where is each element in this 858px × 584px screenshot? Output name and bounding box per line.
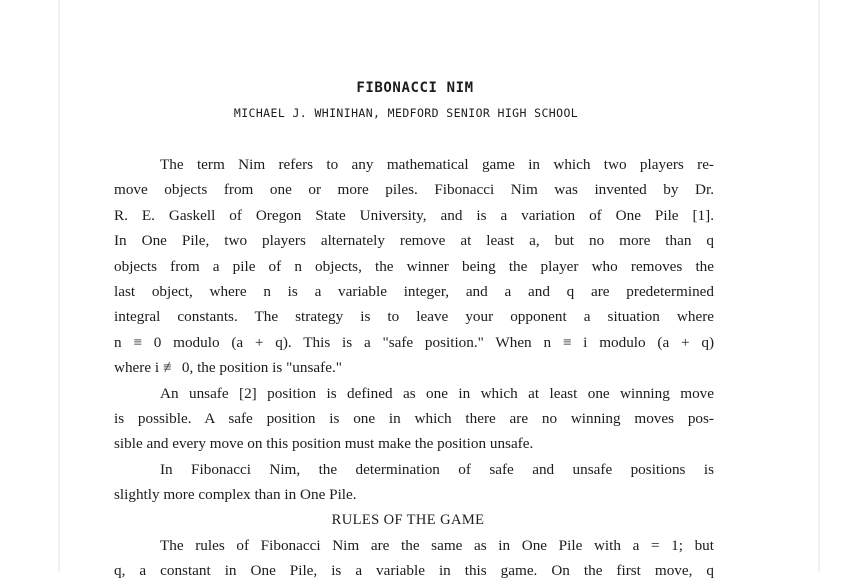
body-line: sible and every move on this position must make the position unsafe. — [114, 435, 534, 453]
article-author: MICHAEL J. WHINIHAN, MEDFORD SENIOR HIGH SCHOOL — [233, 106, 579, 120]
body-line: objects from a pile of n objects, the winner being the player who removes the — [114, 257, 714, 275]
body-line: last object, where n is a variable integer, and a and q are predetermined — [114, 283, 714, 300]
body-line: move objects from one or more piles. Fibonacci Nim was invented by Dr. — [114, 181, 714, 199]
article-title: FIBONACCI NIM — [356, 80, 474, 96]
body-line: The term Nim refers to any mathematical game in which two players re- — [160, 156, 714, 173]
body-line: R. E. Gaskell of Oregon State University, and is a variation of One Pile [1]. — [114, 206, 714, 224]
body-line: integral constants. The strategy is to leave your opponent a situation where — [114, 308, 714, 326]
body-line: An unsafe [2] position is defined as one in which at least one winning move — [160, 384, 714, 402]
body-line: slightly more complex than in One Pile. — [114, 486, 357, 504]
body-line: In Fibonacci Nim, the determination of safe and unsafe positions is — [160, 460, 714, 478]
body-line: The rules of Fibonacci Nim are the same as in One Pile with a = 1; but — [160, 537, 714, 554]
body-line: n ≡ 0 modulo (a + q). This is a "safe position." When n ≡ i modulo (a + q) — [114, 333, 714, 351]
section-heading: RULES OF THE GAME — [331, 511, 485, 528]
body-line: In One Pile, two players alternately remove at least a, but no more than q — [114, 232, 714, 250]
body-line: q, a constant in One Pile, is a variable in this game. On the first move, q — [114, 562, 714, 580]
body-line: is possible. A safe position is one in which there are no winning moves pos- — [114, 410, 714, 427]
body-line: where i ≢ 0, the position is "unsafe." — [114, 359, 342, 377]
